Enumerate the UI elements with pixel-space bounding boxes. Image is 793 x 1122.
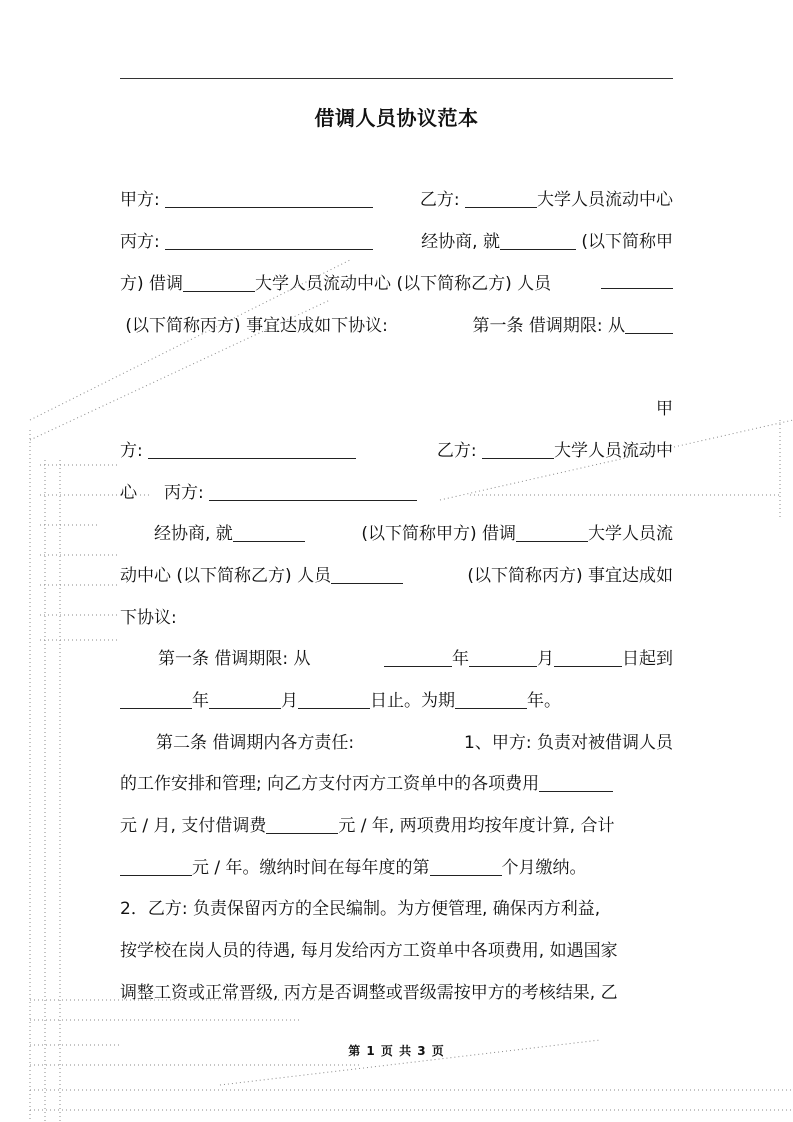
blank-field bbox=[120, 856, 192, 876]
text-segment: 月 bbox=[537, 649, 554, 669]
blank-field bbox=[469, 647, 537, 667]
blank-field bbox=[120, 689, 192, 709]
text-segment: 1、甲方: 负责对被借调人员 bbox=[464, 733, 673, 753]
blank-field bbox=[331, 564, 403, 584]
text-line bbox=[120, 311, 673, 341]
blank-field bbox=[554, 647, 622, 667]
text-segment: 方) 借调 bbox=[120, 274, 184, 294]
blank-field bbox=[298, 689, 370, 709]
text-segment: 动中心 (以下简称乙方) 人员 bbox=[120, 566, 332, 586]
text-line bbox=[120, 603, 673, 633]
text-segment: 年。 bbox=[527, 691, 561, 711]
text-line bbox=[120, 728, 673, 758]
text-segment: 的工作安排和管理; 向乙方支付丙方工资单中的各项费用 bbox=[120, 774, 540, 794]
party-c-label: 丙方: bbox=[120, 232, 160, 252]
blank-field bbox=[233, 522, 305, 542]
document-title: 借调人员协议范本 bbox=[314, 106, 479, 130]
text-segment: (以下简称丙方) 事宜达成如 bbox=[467, 566, 673, 586]
text-line bbox=[120, 436, 673, 466]
text-segment: 个月缴纳。 bbox=[501, 858, 587, 878]
text-segment: 元 / 月, 支付借调费 bbox=[120, 816, 267, 836]
blank-field bbox=[455, 689, 527, 709]
text-segment: 方: bbox=[120, 441, 143, 461]
text-segment: 年 bbox=[452, 649, 469, 669]
page-footer: 第 1 页 共 3 页 bbox=[348, 1044, 445, 1058]
blank-field bbox=[165, 188, 373, 208]
blank-field bbox=[266, 814, 338, 834]
text-line bbox=[120, 769, 673, 799]
text-segment: 大学人员流 bbox=[588, 524, 673, 544]
text-line bbox=[120, 936, 673, 966]
blank-field bbox=[209, 689, 281, 709]
blank-field bbox=[430, 856, 502, 876]
text-segment: 元 / 年。缴纳时间在每年度的第 bbox=[192, 858, 430, 878]
blank-field bbox=[148, 439, 356, 459]
text-segment: 经协商, 就 bbox=[154, 524, 233, 544]
header-rule bbox=[120, 78, 673, 79]
blank-field bbox=[183, 272, 255, 292]
text-segment: 日起到 bbox=[622, 649, 673, 669]
blank-field bbox=[165, 230, 373, 250]
blank-field bbox=[601, 269, 673, 289]
party-b-label: 乙方: bbox=[419, 190, 460, 210]
text-segment: 2．乙方: 负责保留丙方的全民编制。为方便管理, 确保丙方利益, bbox=[120, 899, 601, 919]
text-line bbox=[120, 519, 673, 549]
text-line bbox=[120, 561, 673, 591]
blank-field bbox=[482, 439, 554, 459]
blank-field bbox=[625, 314, 673, 334]
party-c-label: 丙方: bbox=[164, 483, 204, 503]
text-segment: 按学校在岗人员的待遇, 每月发给丙方工资单中各项费用, 如遇国家 bbox=[120, 941, 618, 961]
text-segment: 月 bbox=[281, 691, 298, 711]
text-segment: 第二条 借调期内各方责任: bbox=[156, 733, 355, 753]
blank-field bbox=[539, 772, 613, 792]
text-segment: 甲 bbox=[656, 399, 673, 419]
blank-field bbox=[516, 522, 588, 542]
text-segment: 心 bbox=[120, 483, 137, 503]
party-b-label: 乙方: bbox=[436, 441, 477, 461]
text-line bbox=[120, 227, 673, 257]
text-line bbox=[120, 853, 673, 883]
text-segment: 日止。为期 bbox=[370, 691, 455, 711]
text-line bbox=[120, 269, 673, 299]
blank-field bbox=[465, 188, 537, 208]
text-segment: 年 bbox=[192, 691, 209, 711]
text-segment: 调整工资或正常晋级, 丙方是否调整或晋级需按甲方的考核结果, 乙 bbox=[120, 983, 618, 1003]
blank-field bbox=[384, 647, 452, 667]
text-line bbox=[120, 811, 673, 841]
blank-field bbox=[500, 230, 576, 250]
text-segment: 下协议: bbox=[120, 608, 177, 628]
text-segment: 经协商, 就 bbox=[421, 232, 500, 252]
blank-field bbox=[209, 481, 417, 501]
text-segment: 大学人员流动中 bbox=[554, 441, 673, 461]
text-line bbox=[120, 978, 673, 1008]
text-line bbox=[120, 185, 673, 215]
text-segment: (以下简称丙方) 事宜达成如下协议: bbox=[125, 316, 388, 336]
text-segment: (以下简称甲 bbox=[581, 232, 673, 252]
text-segment: (以下简称甲方) 借调 bbox=[361, 524, 516, 544]
text-segment: 第一条 借调期限: 从 bbox=[158, 649, 311, 669]
text-line bbox=[120, 686, 673, 716]
text-segment: 大学人员流动中心 bbox=[537, 190, 673, 210]
text-line bbox=[120, 644, 673, 674]
text-segment: 元 / 年, 两项费用均按年度计算, 合计 bbox=[338, 816, 615, 836]
text-line bbox=[120, 394, 673, 424]
text-line bbox=[120, 478, 673, 508]
text-segment: 大学人员流动中心 (以下简称乙方) 人员 bbox=[255, 274, 552, 294]
text-segment: 第一条 借调期限: 从 bbox=[472, 316, 625, 336]
text-line bbox=[120, 894, 673, 924]
party-a-label: 甲方: bbox=[120, 190, 160, 210]
